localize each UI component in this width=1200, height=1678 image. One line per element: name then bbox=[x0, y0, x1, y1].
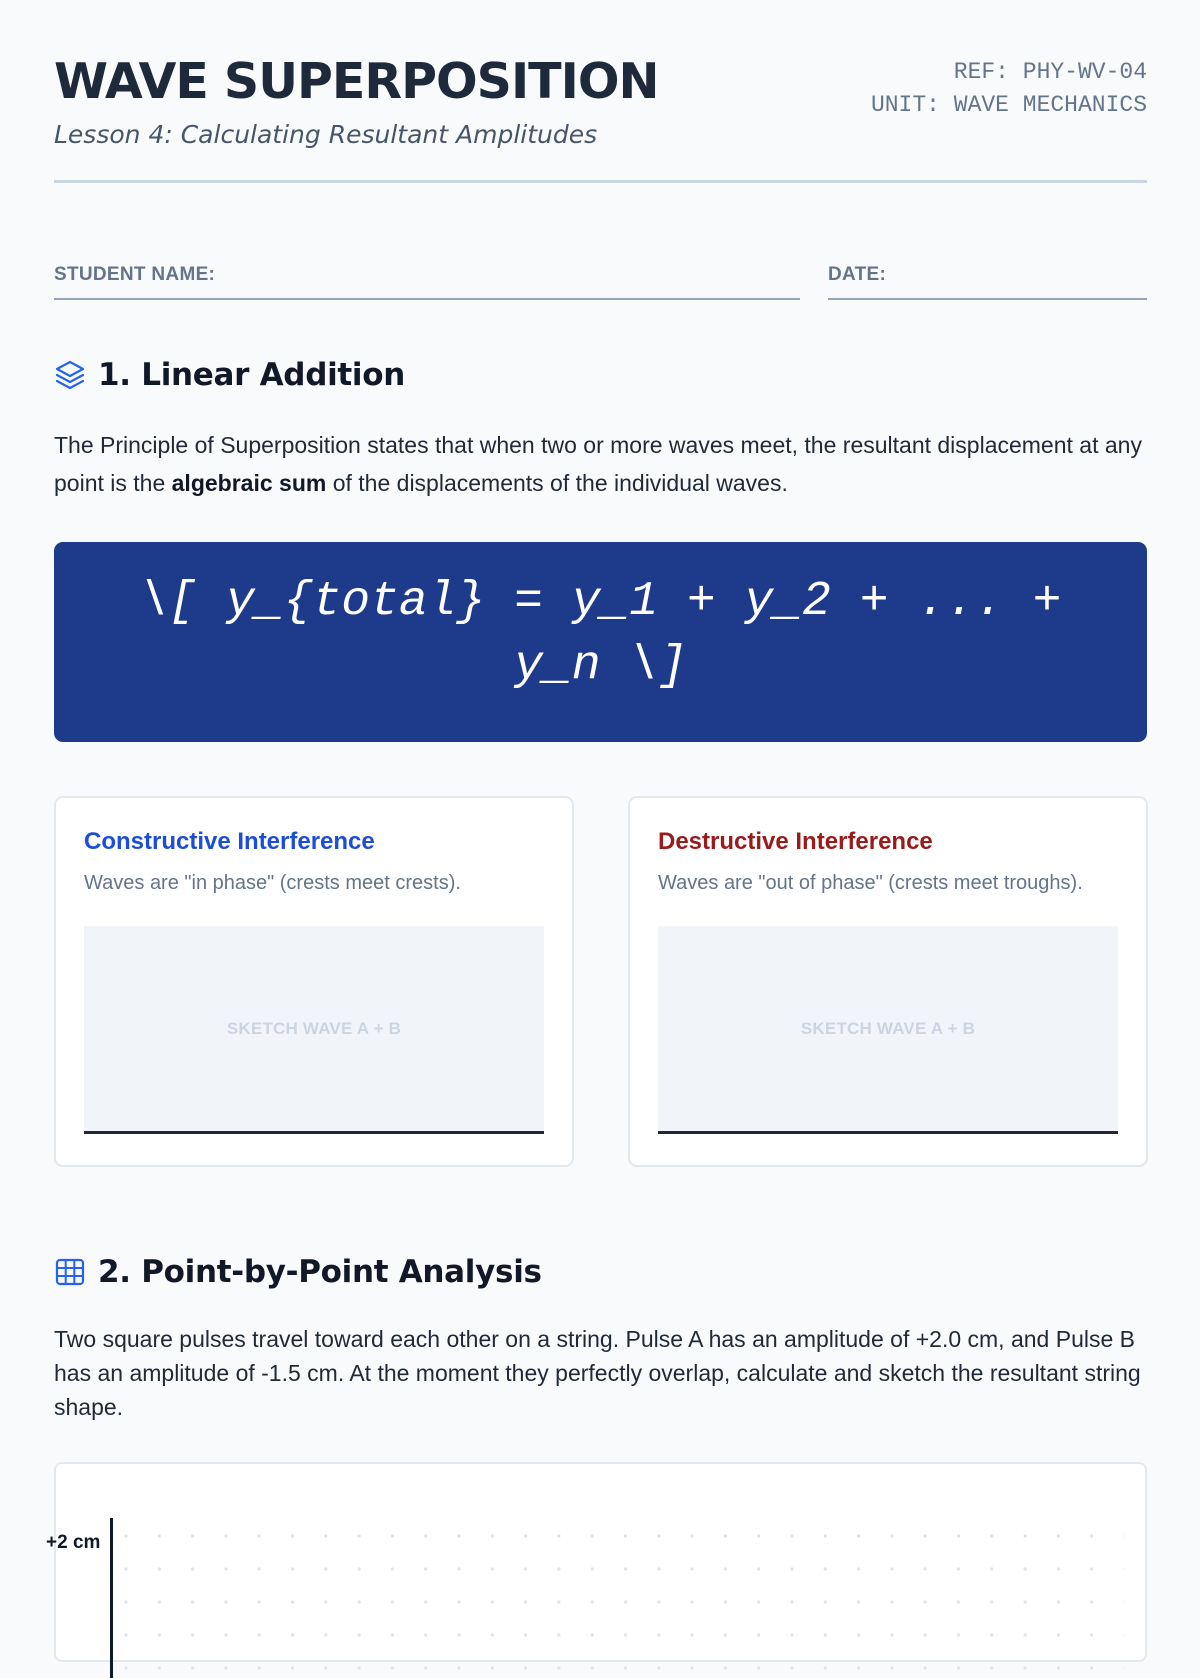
grid-dot bbox=[657, 1567, 660, 1570]
grid-dot bbox=[957, 1534, 960, 1537]
grid-dot bbox=[1090, 1633, 1093, 1636]
grid-dot bbox=[824, 1600, 827, 1603]
paragraph-text-start: The Principle of Superposition states that when two or more waves meet, the resultant displacement at any point is the bbox=[54, 432, 1142, 496]
grid-dot bbox=[524, 1600, 527, 1603]
grid-dot bbox=[857, 1600, 860, 1603]
grid-dot bbox=[957, 1567, 960, 1570]
grid-dot bbox=[657, 1534, 660, 1537]
student-name-field[interactable] bbox=[54, 258, 800, 300]
grid-dot bbox=[424, 1666, 427, 1669]
grid-dot bbox=[990, 1666, 993, 1669]
grid-dot bbox=[990, 1567, 993, 1570]
grid-dot bbox=[624, 1666, 627, 1669]
grid-dot bbox=[824, 1567, 827, 1570]
grid-dot bbox=[424, 1600, 427, 1603]
grid-dot bbox=[191, 1567, 194, 1570]
grid-dot bbox=[424, 1534, 427, 1537]
grid-dot bbox=[624, 1534, 627, 1537]
grid-dot bbox=[1057, 1633, 1060, 1636]
grid-dot bbox=[957, 1666, 960, 1669]
grid-dot bbox=[691, 1633, 694, 1636]
grid-dot bbox=[591, 1567, 594, 1570]
section-linear-addition-heading bbox=[54, 354, 405, 396]
grid-dot bbox=[391, 1534, 394, 1537]
grid-dot bbox=[158, 1600, 161, 1603]
grid-dot bbox=[990, 1633, 993, 1636]
grid-dot bbox=[557, 1600, 560, 1603]
header-divider bbox=[54, 180, 1147, 183]
page-title: WAVE SUPERPOSITION bbox=[54, 53, 659, 110]
grid-dot bbox=[424, 1633, 427, 1636]
grid-dot bbox=[491, 1567, 494, 1570]
grid-dot bbox=[158, 1666, 161, 1669]
grid-dot bbox=[224, 1567, 227, 1570]
grid-dot bbox=[790, 1567, 793, 1570]
grid-dot bbox=[1024, 1666, 1027, 1669]
grid-dot bbox=[524, 1534, 527, 1537]
grid-dot bbox=[724, 1666, 727, 1669]
grid-dot bbox=[324, 1600, 327, 1603]
constructive-description: Waves are "in phase" (crests meet crests). bbox=[84, 872, 461, 894]
grid-dot bbox=[757, 1633, 760, 1636]
grid-dot bbox=[258, 1567, 261, 1570]
unit-name: UNIT: WAVE MECHANICS bbox=[870, 92, 1147, 118]
grid-dot bbox=[291, 1666, 294, 1669]
grid-dot bbox=[1123, 1534, 1124, 1537]
constructive-interference-card bbox=[54, 796, 574, 1167]
grid-dot bbox=[358, 1567, 361, 1570]
ref-code: REF: PHY-WV-04 bbox=[953, 59, 1147, 85]
grid-dot bbox=[857, 1666, 860, 1669]
grid-dot bbox=[624, 1633, 627, 1636]
grid-dot bbox=[724, 1534, 727, 1537]
grid-dot bbox=[657, 1633, 660, 1636]
grid-dot bbox=[790, 1600, 793, 1603]
grid-dot bbox=[1024, 1600, 1027, 1603]
grid-dot bbox=[624, 1600, 627, 1603]
grid-dot bbox=[1024, 1534, 1027, 1537]
grid-dot bbox=[557, 1666, 560, 1669]
destructive-sketch-label: SKETCH WAVE A + B bbox=[800, 1018, 976, 1038]
grid-dot bbox=[1090, 1534, 1093, 1537]
grid-dot bbox=[124, 1534, 127, 1537]
grid-dot bbox=[524, 1567, 527, 1570]
grid-dot bbox=[324, 1567, 327, 1570]
grid-dot bbox=[890, 1534, 893, 1537]
grid-dot bbox=[691, 1567, 694, 1570]
grid-dot bbox=[191, 1633, 194, 1636]
grid-dot bbox=[924, 1600, 927, 1603]
grid-dot bbox=[1123, 1600, 1124, 1603]
grid-dot bbox=[291, 1633, 294, 1636]
destructive-interference-card bbox=[628, 796, 1148, 1167]
grid-dot bbox=[924, 1534, 927, 1537]
grid-dot bbox=[1057, 1666, 1060, 1669]
grid-dot bbox=[890, 1600, 893, 1603]
grid-dot bbox=[857, 1534, 860, 1537]
constructive-sketch-label: SKETCH WAVE A + B bbox=[226, 1018, 402, 1038]
constructive-title: Constructive Interference bbox=[84, 828, 375, 855]
grid-dot bbox=[291, 1600, 294, 1603]
grid-dot bbox=[557, 1567, 560, 1570]
graph-y-label: +2 cm bbox=[46, 1532, 101, 1553]
grid-dot bbox=[1123, 1666, 1124, 1669]
grid-dot bbox=[457, 1600, 460, 1603]
section-2-title: 2. Point-by-Point Analysis bbox=[98, 1254, 542, 1290]
constructive-sketch-area[interactable] bbox=[84, 926, 544, 1134]
grid-dot bbox=[324, 1666, 327, 1669]
grid-dot bbox=[924, 1633, 927, 1636]
grid-dot bbox=[857, 1567, 860, 1570]
reference-meta bbox=[871, 56, 1147, 122]
pulse-problem-paragraph: Two square pulses travel toward each other on a string. Pulse A has an amplitude of +2.0 cm, and Pulse B has an amplitude of -1.5 cm. At the moment they perfectly overlap, calculate and sketch the resultant string shape. bbox=[54, 1326, 1141, 1420]
grid-dot bbox=[158, 1633, 161, 1636]
grid-dot bbox=[457, 1567, 460, 1570]
grid-dot bbox=[557, 1633, 560, 1636]
worksheet-page bbox=[46, 0, 1147, 1600]
grid-dot bbox=[1057, 1567, 1060, 1570]
grid-dot bbox=[158, 1567, 161, 1570]
grid-dot bbox=[724, 1567, 727, 1570]
grid-dot bbox=[358, 1633, 361, 1636]
grid-dot bbox=[591, 1633, 594, 1636]
grid-dot bbox=[691, 1666, 694, 1669]
superposition-paragraph bbox=[54, 426, 1147, 502]
grid-dot bbox=[1024, 1633, 1027, 1636]
grid-dot bbox=[358, 1600, 361, 1603]
grid-dot bbox=[890, 1633, 893, 1636]
grid-dot bbox=[324, 1633, 327, 1636]
grid-dot bbox=[1123, 1567, 1124, 1570]
section-point-analysis-heading bbox=[54, 1251, 542, 1293]
grid-dot bbox=[890, 1666, 893, 1669]
grid-icon bbox=[54, 1256, 86, 1288]
grid-dot bbox=[191, 1666, 194, 1669]
destructive-title: Destructive Interference bbox=[658, 828, 933, 855]
student-name-label: STUDENT NAME: bbox=[54, 264, 216, 285]
graph-y-axis bbox=[110, 1518, 113, 1678]
grid-dot bbox=[124, 1567, 127, 1570]
grid-dot bbox=[990, 1600, 993, 1603]
grid-dot bbox=[491, 1600, 494, 1603]
grid-dot bbox=[757, 1567, 760, 1570]
graph-dot-grid bbox=[124, 1534, 1124, 1674]
grid-dot bbox=[657, 1666, 660, 1669]
grid-dot bbox=[358, 1534, 361, 1537]
grid-dot bbox=[491, 1534, 494, 1537]
destructive-sketch-area[interactable] bbox=[658, 926, 1118, 1134]
grid-dot bbox=[491, 1633, 494, 1636]
grid-dot bbox=[258, 1600, 261, 1603]
grid-dot bbox=[757, 1600, 760, 1603]
grid-dot bbox=[790, 1633, 793, 1636]
grid-dot bbox=[957, 1600, 960, 1603]
grid-dot bbox=[224, 1600, 227, 1603]
grid-dot bbox=[224, 1534, 227, 1537]
grid-dot bbox=[790, 1666, 793, 1669]
grid-dot bbox=[657, 1600, 660, 1603]
grid-dot bbox=[457, 1633, 460, 1636]
grid-dot bbox=[557, 1534, 560, 1537]
grid-dot bbox=[191, 1534, 194, 1537]
date-field[interactable] bbox=[828, 258, 1147, 300]
grid-dot bbox=[624, 1567, 627, 1570]
grid-dot bbox=[124, 1600, 127, 1603]
layers-icon bbox=[54, 359, 86, 391]
grid-dot bbox=[224, 1666, 227, 1669]
grid-dot bbox=[757, 1666, 760, 1669]
grid-dot bbox=[391, 1567, 394, 1570]
paragraph-bold-term: algebraic sum bbox=[171, 470, 327, 496]
grid-dot bbox=[457, 1534, 460, 1537]
grid-dot bbox=[524, 1666, 527, 1669]
grid-dot bbox=[1090, 1666, 1093, 1669]
grid-dot bbox=[391, 1600, 394, 1603]
grid-dot bbox=[691, 1534, 694, 1537]
grid-dot bbox=[757, 1534, 760, 1537]
grid-dot bbox=[124, 1633, 127, 1636]
grid-dot bbox=[824, 1534, 827, 1537]
grid-dot bbox=[258, 1534, 261, 1537]
grid-dot bbox=[1024, 1567, 1027, 1570]
grid-dot bbox=[391, 1666, 394, 1669]
grid-dot bbox=[258, 1666, 261, 1669]
grid-dot bbox=[524, 1633, 527, 1636]
grid-dot bbox=[724, 1633, 727, 1636]
grid-dot bbox=[957, 1633, 960, 1636]
grid-dot bbox=[424, 1567, 427, 1570]
grid-dot bbox=[324, 1534, 327, 1537]
grid-dot bbox=[691, 1600, 694, 1603]
grid-dot bbox=[990, 1534, 993, 1537]
grid-dot bbox=[258, 1633, 261, 1636]
grid-dot bbox=[790, 1534, 793, 1537]
page-subtitle: Lesson 4: Calculating Resultant Amplitudes bbox=[54, 120, 598, 149]
grid-dot bbox=[191, 1600, 194, 1603]
grid-dot bbox=[724, 1600, 727, 1603]
grid-dot bbox=[224, 1633, 227, 1636]
grid-dot bbox=[1090, 1600, 1093, 1603]
grid-dot bbox=[158, 1534, 161, 1537]
grid-dot bbox=[591, 1600, 594, 1603]
grid-dot bbox=[1057, 1600, 1060, 1603]
grid-dot bbox=[824, 1666, 827, 1669]
grid-dot bbox=[591, 1666, 594, 1669]
grid-dot bbox=[890, 1567, 893, 1570]
grid-dot bbox=[1057, 1534, 1060, 1537]
paragraph-text-end: of the displacements of the individual waves. bbox=[326, 470, 788, 496]
grid-dot bbox=[924, 1567, 927, 1570]
pulse-sketch-graph[interactable] bbox=[46, 1462, 1147, 1662]
grid-dot bbox=[924, 1666, 927, 1669]
grid-dot bbox=[591, 1534, 594, 1537]
grid-dot bbox=[358, 1666, 361, 1669]
grid-dot bbox=[391, 1633, 394, 1636]
grid-dot bbox=[124, 1666, 127, 1669]
grid-dot bbox=[457, 1666, 460, 1669]
grid-dot bbox=[857, 1633, 860, 1636]
destructive-description: Waves are "out of phase" (crests meet troughs). bbox=[658, 872, 1083, 894]
grid-dot bbox=[291, 1567, 294, 1570]
date-label: DATE: bbox=[828, 264, 887, 285]
grid-dot bbox=[824, 1633, 827, 1636]
grid-dot bbox=[1123, 1633, 1124, 1636]
grid-dot bbox=[291, 1534, 294, 1537]
grid-dot bbox=[491, 1666, 494, 1669]
superposition-formula: \[ y_{total} = y_1 + y_2 + ... + y_n \] bbox=[54, 542, 1147, 742]
section-1-title: 1. Linear Addition bbox=[98, 357, 406, 393]
grid-dot bbox=[1090, 1567, 1093, 1570]
